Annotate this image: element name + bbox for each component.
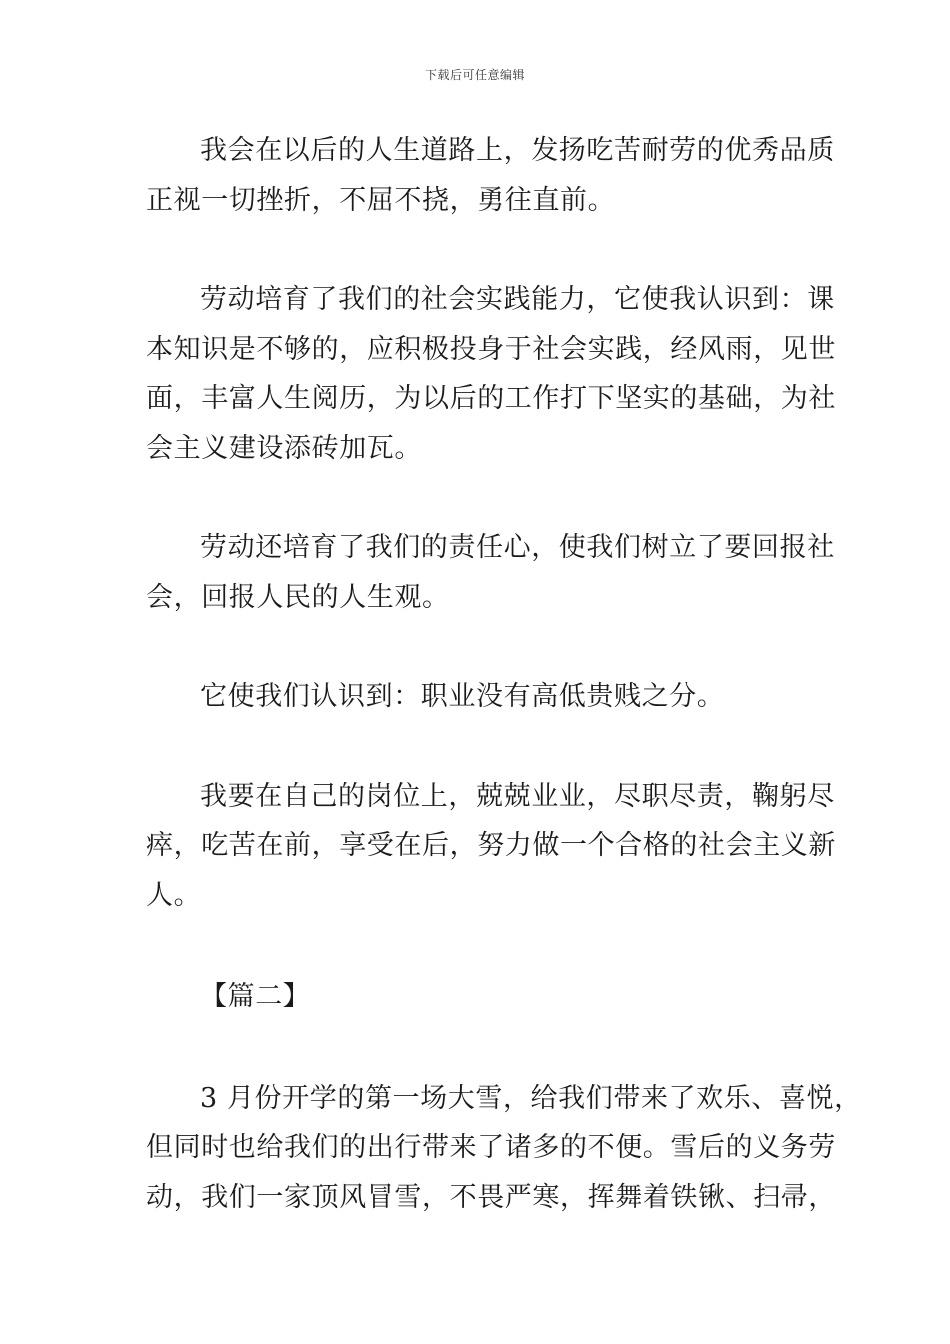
section-heading [146,972,806,1022]
paragraph-4 [146,672,806,722]
document-body [146,126,862,1222]
paragraph-gap [146,473,806,523]
text-line: 会，回报人民的人生观。 [146,581,450,613]
text-line: 我会在以后的人生道路上，发扬吃苦耐劳的优秀品质 [200,135,835,166]
text-line: 但同时也给我们的出行带来了诸多的不便。雪后的义务劳 [146,1132,836,1163]
paragraph-gap [146,1022,806,1074]
text-line: 劳动还培育了我们的责任心，使我们树立了要回报社 [200,532,835,563]
paragraph-1 [146,126,835,225]
text-line: 3 月份开学的第一场大雪，给我们带来了欢乐、喜悦， [200,1082,862,1114]
paragraph-2 [146,275,836,473]
paragraph-6 [146,1074,862,1223]
text-line: 正视一切挫折，不屈不挠，勇往直前。 [146,184,616,216]
paragraph-gap [146,722,806,772]
text-line: 它使我们认识到：职业没有高低贵贱之分。 [200,681,725,712]
text-line: 我要在自己的岗位上，兢兢业业，尽职尽责，鞠躬尽 [200,780,835,812]
text-line: 人。 [146,879,202,911]
paragraph-3 [146,523,835,622]
paragraph-gap [146,225,806,275]
text-line: 本知识是不够的，应积极投身于社会实践，经风雨，见世 [146,333,836,365]
text-line: 【篇二】 [200,981,311,1012]
page-header: 下载后可任意编辑 [424,68,525,82]
paragraph-gap [146,622,806,672]
text-line: 劳动培育了我们的社会实践能力，它使我认识到：课 [200,284,835,315]
text-line: 瘁，吃苦在前，享受在后，努力做一个合格的社会主义新 [146,830,836,861]
text-line: 面，丰富人生阅历，为以后的工作打下坚实的基础，为社 [146,383,836,414]
paragraph-5 [146,772,836,921]
text-line: 会主义建设添砖加瓦。 [146,432,422,464]
text-line: 动，我们一家顶风冒雪，不畏严寒，挥舞着铁锹、扫帚， [146,1181,836,1213]
paragraph-gap [146,920,806,972]
